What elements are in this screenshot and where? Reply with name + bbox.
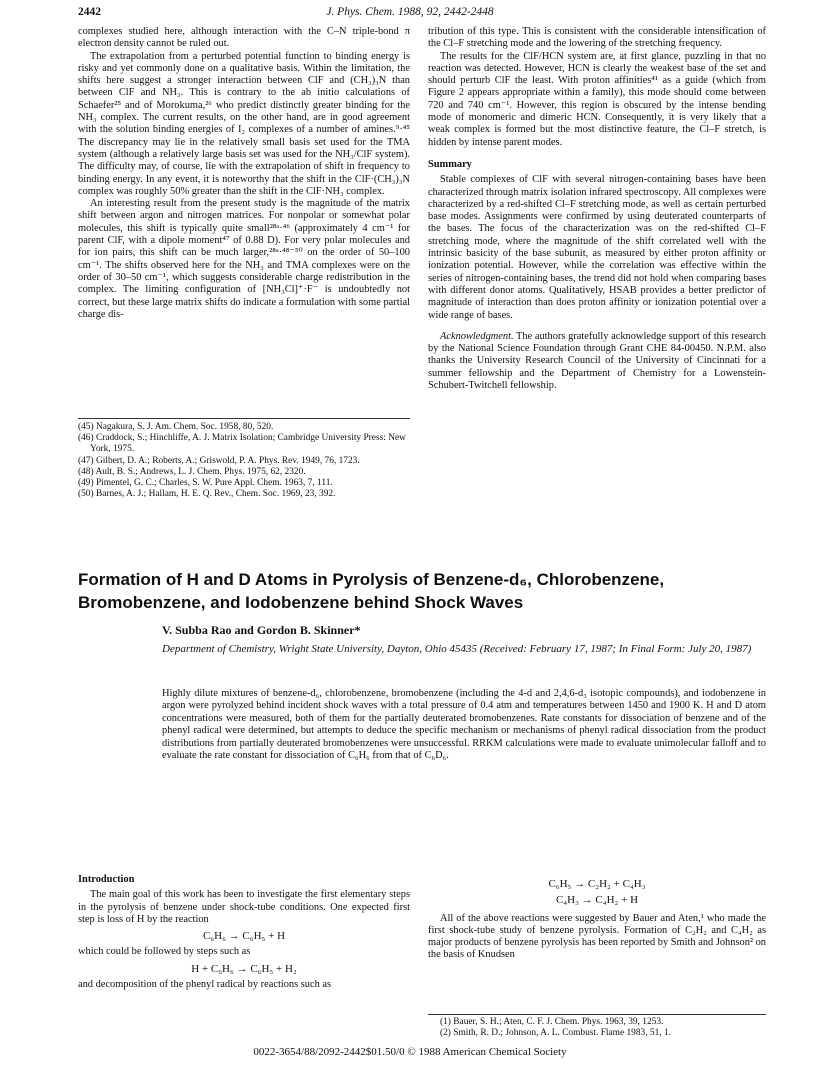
intro-left xyxy=(78,874,410,991)
footnote: (46) Craddock, S.; Hinchliffe, A. J. Matrix Isolation; Cambridge University Press: New York, 1975. xyxy=(78,433,406,455)
paragraph: Stable complexes of ClF with several nitrogen-containing bases have been characterized through matrix isolation infrared spectroscopy. All complexes were characterized by a red-shifted Cl–F stretching mode, as well as certain perturbed base modes. Assignments were confirmed by using deuterated counterparts of the bases. The focus of the characterization was on the red-shifted Cl–F stretching mode, where the magnitude of the shift correlated well with the intrinsic basicity of the base subunit, as measured by either proton affinity or ionization potential. However, while the correlation was effective within the series of nitrogen-containing bases, the trend did not hold when comparing bases with different donor atoms. Qualitatively, HSAB provides a better predictor of magnitude of interaction than does proton affinity or ionization potential over a wide range of bases. xyxy=(428,174,766,321)
paragraph: The extrapolation from a perturbed potential function to binding energy is risky and yet commonly done on a qualitative basis. Within the limitation, the shifts here suggest a stronger interaction between ClF and (CH₃)₃N than between ClF and NH₃. This is contrary to the ab initio calculations of Schaefer²⁵ and of Morokuma,²⁶ who predict distinctly greater binding for the NH₃ complex. The current results, on the other hand, are in good agreement with the solution binding energies of I₂ complexes of a number of amines.⁹·⁴⁵ The discrepancy may lie in the relatively small basis set used for the TMA system (although a relatively large basis set was used for the NH₃/ClF system). The difficulty may, of course, lie with the extrapolation of shift in frequency to binding energy. In any event, it is noteworthy that the shift in the ClF·(CH₃)₃N complex was roughly 50% greater than the shift in the ClF·NH₃ complex. xyxy=(78,50,410,197)
equation: H + C₆H₆ → C₆H₅ + H₂ xyxy=(191,962,297,975)
copyright-footer: 0022-3654/88/2092-2442$01.50/0 © 1988 American Chemical Society xyxy=(253,1046,567,1058)
footnote-rule xyxy=(428,1014,766,1015)
equation: C₆H₅ → C₂H₂ + C₄H₃ xyxy=(548,878,646,890)
right-footnotes xyxy=(440,1017,766,1039)
footnote: (1) Bauer, S. H.; Aten, C. F. J. Chem. Phys. 1963, 39, 1253. xyxy=(440,1017,664,1027)
left-column xyxy=(78,26,410,321)
paragraph xyxy=(428,331,766,392)
footnote: (48) Ault, B. S.; Andrews, L. J. Chem. Phys. 1975, 62, 2320. xyxy=(78,466,306,477)
paragraph: The results for the ClF/HCN system are, at first glance, puzzling in that no reaction was detected. However, HCN is clearly the weakest base of the set and should perturb ClF the least. With proton affinities⁴¹ as a guide (which from Figure 2 appears appropriate within a family), this mode should come between 720 and 740 cm⁻¹. However, this region is obscured by the intense bending mode of monomeric and dimeric HCN. Consequently, it is very likely that a weak complex is formed but the most distinctive feature, the Cl–F stretch, is hidden by intense parent modes. xyxy=(428,50,766,148)
footnote: (45) Nagakura, S. J. Am. Chem. Soc. 1958, 80, 520. xyxy=(78,422,274,432)
paragraph: and decomposition of the phenyl radical by reactions such as xyxy=(78,979,332,991)
footnote-rule xyxy=(78,418,410,419)
section-heading: Introduction xyxy=(78,874,135,885)
abstract: Highly dilute mixtures of benzene-d₆, chlorobenzene, bromobenzene (including the 4-d and 2,4,6-d₃ isotopic compounds), and iodobenzene in argon were pyrolyzed behind incident shock waves with a total pressure of 0.4 atm and temperatures between 1450 and 1900 K. H and D atom concentrations were measured, both of them for the partially deuterated bromobenzenes. Rate constants for dissociation of benzene and of the phenyl radical were determined, but attempts to deduce the specific mechanism or mechanisms of phenyl radical dissociation from the product distributions from partially deuterated bromobenzenes were unsuccessful. RRKM calculations were made to evaluate unimolecular falloff and to evaluate the rate constant for dissociation of C₆H₆ from that of C₆D₆. xyxy=(162,688,766,762)
footnote: (2) Smith, R. D.; Johnson, A. L. Combust. Flame 1983, 51, 1. xyxy=(440,1028,672,1039)
section-heading: Summary xyxy=(428,158,472,170)
ack-text: The authors gratefully acknowledge support of this research by the National Science Foundation through Grant CHE 84-00450. N.P.M. also thanks the University Research Council of the University of Cincinnati for a summer fellowship and the Department of Chemistry for a Lowenstein-Schubert-Twitchell fellowship. xyxy=(428,330,766,392)
paragraph: An interesting result from the present study is the magnitude of the matrix shift between argon and nitrogen matrices. For nonpolar or somewhat polar molecules, this shift is typically quite small²⁸ᵃ·⁴⁶ (approximately 4 cm⁻¹ for parent ClF, with a dipole moment⁴⁷ of 0.88 D). For very polar molecules and for ion pairs, this shift can be much larger,²⁸ᵃ·⁴⁸⁻⁵⁰ on the order of 50–100 cm⁻¹. The shifts observed here for the NH₃ and TMA complexes were on the order of 30–50 cm⁻¹, which suggests considerable charge redistribution in the complex. The limiting configuration of [NH₃Cl]⁺·F⁻ is undoubtedly not correct, but these large matrix shifts do indicate a formulation with some partial charge dis- xyxy=(78,198,410,320)
right-column xyxy=(428,26,766,392)
page-number: 2442 xyxy=(78,6,101,18)
article-title: Formation of H and D Atoms in Pyrolysis of Benzene-d₆, Chlorobenzene, Bromobenzene, and Iodobenzene behind Shock Waves xyxy=(78,570,665,612)
paragraph: All of the above reactions were suggested by Bauer and Aten,¹ who made the first shock-tube study of benzene pyrolysis. Formation of C₂H₂ and C₄H₂ as major products of benzene pyrolysis has been reported by Smith and Johnson² on the basis of Knudsen xyxy=(428,912,766,961)
equation: C₄H₃ → C₄H₂ + H xyxy=(555,894,639,907)
affiliation: Department of Chemistry, Wright State University, Dayton, Ohio 45435 (Received: February 17, 1987; In Final Form: July 20, 1987) xyxy=(162,643,752,655)
equation: C₆H₆ → C₆H₅ + H xyxy=(202,930,286,943)
footnote: (49) Pimentel, G. C.; Charles, S. W. Pure Appl. Chem. 1963, 7, 111. xyxy=(78,478,333,489)
footnote: (50) Barnes, A. J.; Hallam, H. E. Q. Rev., Chem. Soc. 1969, 23, 392. xyxy=(78,489,336,500)
left-footnotes xyxy=(78,422,410,500)
paragraph: complexes studied here, although interaction with the C–N triple-bond π electron density cannot be ruled out. xyxy=(78,26,410,50)
footnote: (47) Gilbert, D. A.; Roberts, A.; Griswold, P. A. Phys. Rev. 1949, 76, 1723. xyxy=(78,455,360,466)
ack-label: Acknowledgment. xyxy=(440,330,514,342)
intro-right xyxy=(428,874,766,962)
paragraph: which could be followed by steps such as xyxy=(78,946,251,958)
authors: V. Subba Rao and Gordon B. Skinner* xyxy=(162,623,361,637)
paragraph: The main goal of this work has been to investigate the first elementary steps in the pyrolysis of benzene under shock-tube conditions. One expected first step is loss of H by the reaction xyxy=(78,889,410,925)
journal-header: J. Phys. Chem. 1988, 92, 2442-2448 xyxy=(326,6,494,18)
paragraph: tribution of this type. This is consistent with the considerable intensification of the Cl–F stretching mode and the lowering of the stretching frequency. xyxy=(428,26,766,50)
